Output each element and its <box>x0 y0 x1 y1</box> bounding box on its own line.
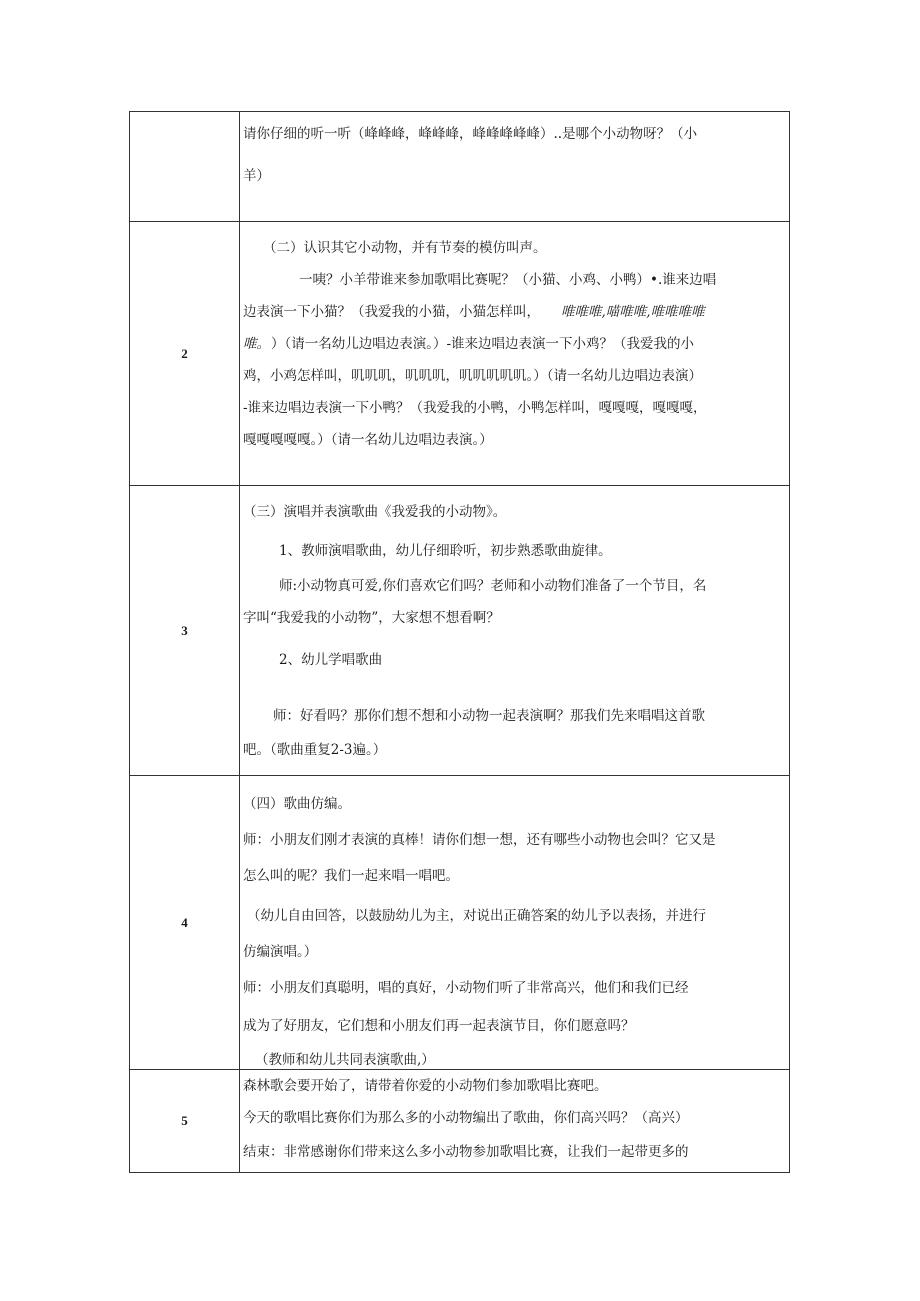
text-line: 嘎嘎嘎嘎嘎。）（请一名幼儿边唱边表演。） <box>243 432 493 448</box>
text-line: 边表演一下小猫？（我爱我的小猫，小猫怎样叫， <box>243 304 540 320</box>
text-line: 字叫“我爱我的小动物”，大家想不想看啊？ <box>243 610 500 626</box>
row-content <box>241 776 789 1069</box>
table-row <box>130 112 789 222</box>
row-content <box>241 1070 789 1172</box>
row-content <box>241 486 789 775</box>
table-row <box>130 1070 789 1172</box>
text-line: （教师和幼儿共同表演歌曲,） <box>255 1052 435 1068</box>
row-content <box>241 112 789 221</box>
text-line: （二）认识其它小动物，并有节奏的模仿叫声。 <box>263 240 547 256</box>
text-line: 一咦？小羊带谁来参加歌唱比赛呢？（小猫、小鸡、小鸭）•.谁来边唱 <box>299 272 717 288</box>
text-line: 怎么叫的呢？我们一起来唱一唱吧。 <box>243 868 459 884</box>
lesson-table <box>129 111 790 1173</box>
text-line: 仿编演唱。） <box>243 944 318 960</box>
row-number: 5 <box>130 1070 240 1172</box>
text-line: 羊） <box>243 168 270 184</box>
text-line: （三）演唱并表演歌曲《我爱我的小动物》。 <box>243 504 507 520</box>
sound-text: 唯唯唯,喵唯唯,唯唯唯唯 <box>561 304 705 320</box>
text-line: （四）歌曲仿编。 <box>243 796 351 812</box>
text-line: 师:小动物真可爱,你们喜欢它们吗？老师和小动物们准备了一个节目，名 <box>279 578 707 594</box>
table-row <box>130 486 789 776</box>
text-line: 师：小朋友们刚才表演的真棒！请你们想一想，还有哪些小动物也会叫？它又是 <box>243 832 716 848</box>
text-line: 鸡，小鸡怎样叫，叽叽叽，叽叽叽，叽叽叽叽叽。）（请一名幼儿边唱边表演） <box>243 368 702 384</box>
row-number: 3 <box>130 486 240 775</box>
table-row <box>130 222 789 486</box>
table-row <box>130 776 789 1070</box>
text-line: 结束：非常感谢你们带来这么多小动物参加歌唱比赛，让我们一起带更多的 <box>243 1144 689 1160</box>
text-line: 请你仔细的听一听（峰峰峰，峰峰峰，峰峰峰峰峰）..是哪个小动物呀？（小 <box>243 126 698 142</box>
text-line: 吧。（歌曲重复2-3遍。） <box>243 742 387 758</box>
text-line: 师：小朋友们真聪明，唱的真好，小动物们听了非常高兴，他们和我们已经 <box>243 980 689 996</box>
text-line: 今天的歌唱比赛你们为那么多的小动物编出了歌曲，你们高兴吗？（高兴） <box>243 1110 689 1126</box>
sound-text: 唯。 <box>243 336 270 352</box>
text-line: 师：好看吗？那你们想不想和小动物一起表演啊？那我们先来唱唱这首歌 <box>273 708 705 724</box>
text-line: 2、幼儿学唱歌曲 <box>279 652 383 668</box>
row-number: 2 <box>130 222 240 485</box>
text-line: 1、教师演唱歌曲，幼儿仔细聆听，初步熟悉歌曲旋律。 <box>279 543 612 559</box>
text-line: ）（请一名幼儿边唱边表演。）-谁来边唱边表演一下小鸡？（我爱我的小 <box>271 336 695 352</box>
text-line: -谁来边唱边表演一下小鸭？（我爱我的小鸭，小鸭怎样叫，嘎嘎嘎，嘎嘎嘎， <box>243 400 707 416</box>
row-number: 4 <box>130 776 240 1069</box>
text-line: 成为了好朋友，它们想和小朋友们再一起表演节目，你们愿意吗？ <box>243 1018 635 1034</box>
row-content <box>241 222 789 485</box>
row-number <box>130 112 240 221</box>
text-line: （幼儿自由回答，以鼓励幼儿为主，对说出正确答案的幼儿予以表扬，并进行 <box>247 908 706 924</box>
text-line: 森林歌会要开始了，请带着你爱的小动物们参加歌唱比赛吧。 <box>243 1078 608 1094</box>
